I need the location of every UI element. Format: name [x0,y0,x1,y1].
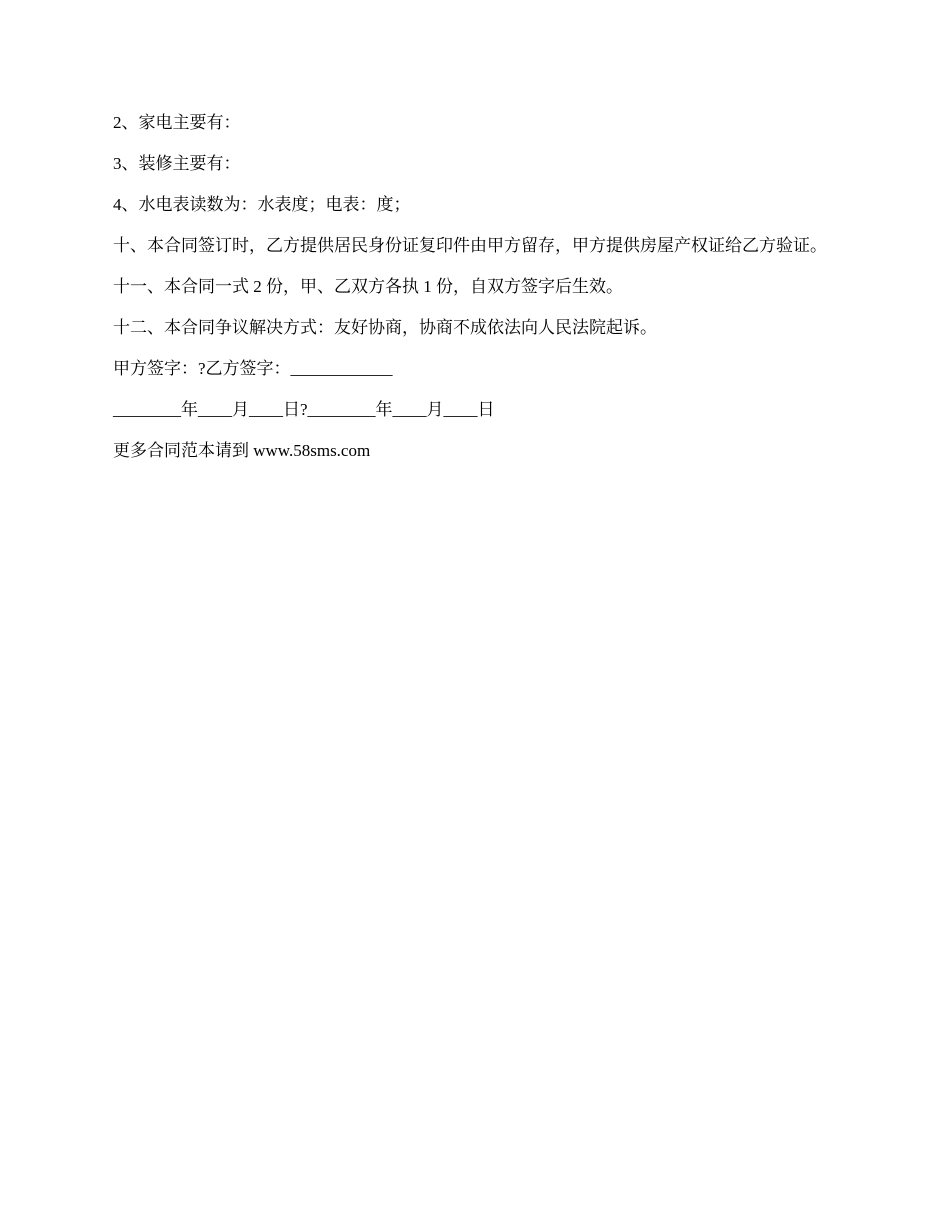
signature-line: 甲方签字：?乙方签字：____________ [113,359,393,378]
item-meter-readings: 4、水电表读数为：水表度；电表：度； [113,195,411,214]
item-appliances: 2、家电主要有： [113,113,241,132]
item-decoration: 3、装修主要有： [113,154,241,173]
clause-twelve: 十二、本合同争议解决方式：友好协商，协商不成依法向人民法院起诉。 [113,318,657,337]
document-body [113,112,843,481]
clause-ten: 十、本合同签订时，乙方提供居民身份证复印件由甲方留存，甲方提供房屋产权证给乙方验证。 [113,236,827,255]
footer-link-text: 更多合同范本请到 www.58sms.com [113,441,371,460]
date-line: ________年____月____日?________年____月____日 [113,400,495,419]
clause-eleven: 十一、本合同一式 2 份，甲、乙双方各执 1 份，自双方签字后生效。 [113,277,623,296]
